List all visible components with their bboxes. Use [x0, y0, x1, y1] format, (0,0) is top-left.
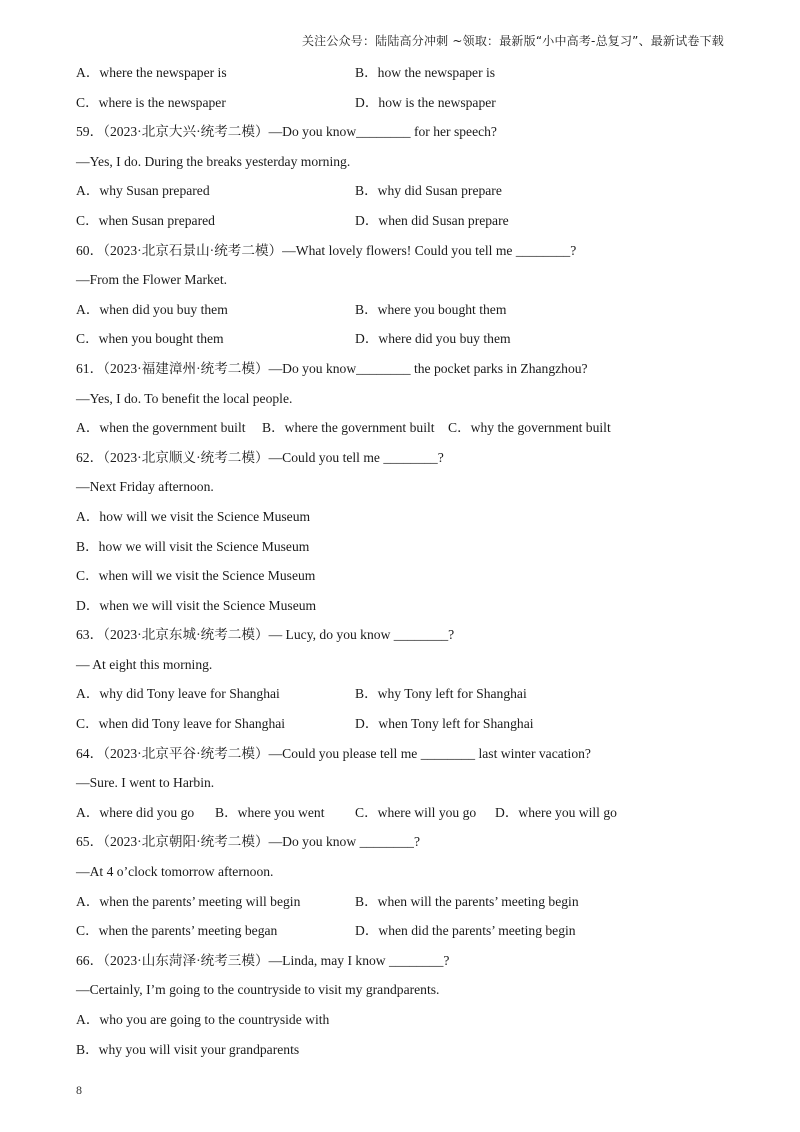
option-b: B．why Tony left for Shanghai	[355, 686, 527, 702]
options-row	[76, 679, 726, 709]
option-c: C．why the government built	[448, 420, 611, 436]
option-b: B．why did Susan prepare	[355, 183, 502, 199]
page-header: 关注公众号：陆陆高分冲刺 ~领取：最新版“小中高考-总复习”、最新试卷下载	[301, 34, 724, 48]
option-c: C．when will we visit the Science Museum	[76, 568, 316, 584]
option-d: D．when did the parents’ meeting begin	[355, 923, 576, 939]
option-b: B．how the newspaper is	[355, 65, 496, 80]
dialogue-line: — At eight this morning.	[76, 656, 213, 672]
option-c: C．where is the newspaper	[76, 94, 226, 110]
dialogue-line: —Certainly, I’m going to the countryside to visit my grandparents.	[76, 982, 440, 998]
option-c: C．when the parents’ meeting began	[76, 923, 278, 939]
question-66: 66．（2023·山东菏泽·统考三模）—Linda, may I know ________?	[76, 952, 450, 968]
dialogue-line: —At 4 o’clock tomorrow afternoon.	[76, 864, 274, 880]
page-number: 8	[76, 1083, 82, 1097]
option-b: B．where you bought them	[355, 301, 507, 317]
question-64: 64．（2023·北京平谷·统考二模）—Could you please tell me ________ last winter vacation?	[76, 745, 591, 761]
option-a: A．why did Tony leave for Shanghai	[76, 686, 280, 702]
option-b: B．where the government built	[262, 420, 435, 436]
question-60: 60．（2023·北京石景山·统考二模）—What lovely flowers! Could you tell me ________?	[76, 242, 577, 258]
option-d: D．when Tony left for Shanghai	[355, 716, 534, 732]
dialogue-line: —Sure. I went to Harbin.	[76, 775, 215, 791]
option-d: D．where you will go	[495, 804, 617, 820]
option-c: C．when Susan prepared	[76, 212, 215, 228]
option-a: A．where did you go	[76, 804, 195, 820]
option-d: D．when we will visit the Science Museum	[76, 597, 317, 613]
option-a: A．how will we visit the Science Museum	[76, 508, 311, 524]
options-row	[76, 206, 726, 236]
question-content	[76, 58, 726, 1064]
option-d: D．when did Susan prepare	[355, 212, 509, 228]
option-a: A．when the parents’ meeting will begin	[76, 893, 301, 909]
options-row	[76, 58, 726, 88]
option-a: A．who you are going to the countryside with	[76, 1012, 330, 1027]
option-d: D．where did you buy them	[355, 331, 511, 347]
options-row	[76, 413, 726, 443]
option-c: C．when you bought them	[76, 331, 224, 347]
option-c: C．when did Tony leave for Shanghai	[76, 716, 286, 732]
question-61: 61．（2023·福建漳州·统考二模）—Do you know________ the pocket parks in Zhangzhou?	[76, 360, 588, 376]
options-row	[76, 709, 726, 739]
options-row	[76, 88, 726, 118]
option-d: D．how is the newspaper	[355, 94, 496, 110]
options-row	[76, 887, 726, 917]
option-a: A．when the government built	[76, 420, 246, 436]
options-row	[76, 916, 726, 946]
dialogue-line: —Yes, I do. During the breaks yesterday morning.	[76, 153, 351, 169]
option-b: B．how we will visit the Science Museum	[76, 538, 310, 554]
options-row	[76, 324, 726, 354]
option-a: A．when did you buy them	[76, 301, 228, 317]
option-a: A．why Susan prepared	[76, 183, 210, 199]
dialogue-line: —From the Flower Market.	[76, 272, 228, 288]
question-59: 59．（2023·北京大兴·统考二模）—Do you know________ for her speech?	[76, 124, 497, 140]
question-65: 65．（2023·北京朝阳·统考二模）—Do you know ________?	[76, 834, 420, 850]
option-b: B．where you went	[215, 804, 325, 820]
option-b: B．when will the parents’ meeting begin	[355, 893, 579, 909]
dialogue-line: —Yes, I do. To benefit the local people.	[76, 390, 293, 406]
option-c: C．where will you go	[355, 804, 477, 820]
question-63: 63．（2023·北京东城·统考二模）— Lucy, do you know ________?	[76, 627, 455, 643]
option-b: B．why you will visit your grandparents	[76, 1041, 300, 1057]
option-a: A．where the newspaper is	[76, 65, 227, 80]
options-row	[76, 295, 726, 325]
question-62: 62．（2023·北京顺义·统考二模）—Could you tell me ________?	[76, 449, 444, 465]
dialogue-line: —Next Friday afternoon.	[76, 479, 214, 495]
options-row	[76, 798, 726, 828]
options-row	[76, 176, 726, 206]
